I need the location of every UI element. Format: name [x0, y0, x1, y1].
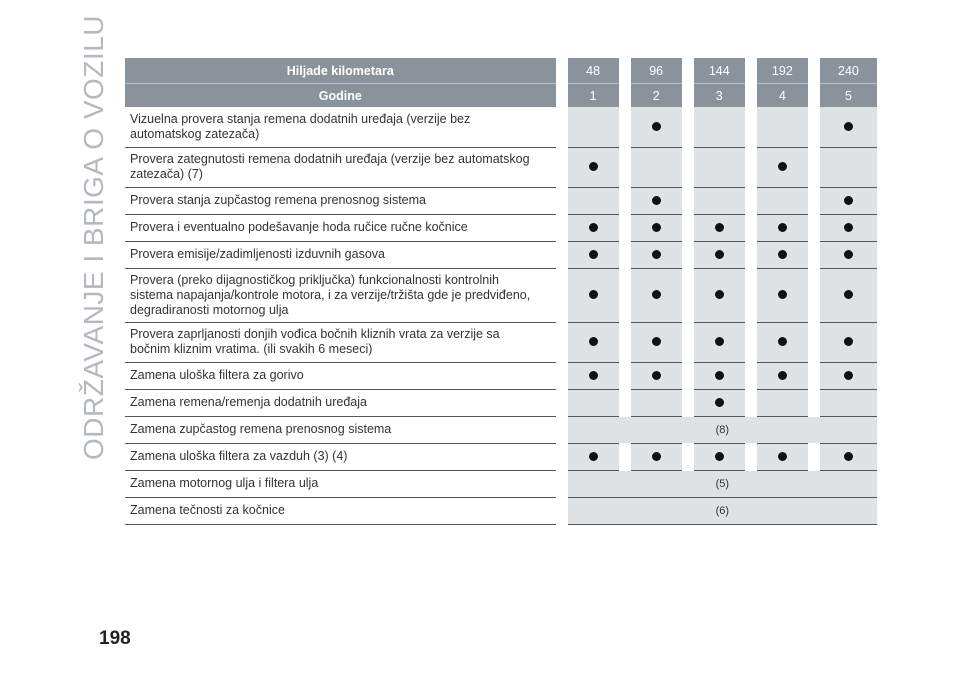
bullet-icon: [589, 452, 598, 461]
interval-cell: [562, 268, 625, 322]
schedule-row: [125, 107, 877, 147]
bullet-icon: [778, 452, 787, 461]
interval-cell: [751, 147, 814, 187]
operation-description: Provera zategnutosti remena dodatnih uređaja (verzije bez automatskog zatezača) (7): [125, 147, 562, 187]
page-number: 198: [99, 628, 131, 649]
schedule-row: [125, 497, 877, 524]
bullet-icon: [778, 223, 787, 232]
interval-cell: [562, 443, 625, 470]
year-value: 4: [751, 84, 814, 108]
bullet-icon: [589, 371, 598, 380]
bullet-icon: [589, 290, 598, 299]
bullet-icon: [778, 371, 787, 380]
schedule-row: [125, 389, 877, 416]
interval-cell: [751, 362, 814, 389]
bullet-icon: [778, 162, 787, 171]
header-row-km: [125, 58, 877, 84]
schedule-row: [125, 268, 877, 322]
operation-description: Provera stanja zupčastog remena prenosnog sistema: [125, 187, 562, 214]
interval-cell: [625, 322, 688, 362]
bullet-icon: [844, 122, 853, 131]
operation-description: Zamena tečnosti za kočnice: [125, 497, 562, 524]
interval-cell: [751, 443, 814, 470]
interval-cell: [625, 107, 688, 147]
operation-description: Zamena zupčastog remena prenosnog sistema: [125, 416, 562, 443]
bullet-icon: [715, 290, 724, 299]
bullet-icon: [778, 250, 787, 259]
interval-cell: [688, 322, 751, 362]
bullet-icon: [652, 196, 661, 205]
interval-cell: [814, 147, 877, 187]
operation-description: Zamena remena/remenja dodatnih uređaja: [125, 389, 562, 416]
operation-description: Zamena motornog ulja i filtera ulja: [125, 470, 562, 497]
bullet-icon: [778, 337, 787, 346]
operation-description: Provera zaprljanosti donjih vođica bočnih kliznih vrata za verzije sa bočnim kliznim vratima. (ili svakih 6 meseci): [125, 322, 562, 362]
operation-description: Provera emisije/zadimljenosti izduvnih gasova: [125, 241, 562, 268]
operation-description: Zamena uloška filtera za gorivo: [125, 362, 562, 389]
interval-cell: [625, 362, 688, 389]
bullet-icon: [715, 250, 724, 259]
operation-description: Provera i eventualno podešavanje hoda ručice ručne kočnice: [125, 214, 562, 241]
bullet-icon: [652, 337, 661, 346]
interval-cell: [688, 187, 751, 214]
interval-cell: [688, 107, 751, 147]
bullet-icon: [589, 250, 598, 259]
bullet-icon: [715, 398, 724, 407]
header-row-years: [125, 84, 877, 108]
schedule-row: [125, 322, 877, 362]
schedule-row: [125, 470, 877, 497]
bullet-icon: [652, 452, 661, 461]
interval-note: (5): [562, 470, 877, 497]
interval-cell: [814, 214, 877, 241]
interval-cell: [814, 443, 877, 470]
schedule-row: [125, 443, 877, 470]
schedule-row: [125, 241, 877, 268]
interval-cell: [562, 214, 625, 241]
bullet-icon: [652, 290, 661, 299]
interval-cell: [814, 322, 877, 362]
interval-cell: [562, 241, 625, 268]
interval-cell: [625, 443, 688, 470]
operation-description: Vizuelna provera stanja remena dodatnih uređaja (verzije bez automatskog zatezača): [125, 107, 562, 147]
interval-cell: [688, 443, 751, 470]
years-label: Godine: [125, 84, 562, 108]
bullet-icon: [844, 290, 853, 299]
interval-note: (6): [562, 497, 877, 524]
year-value: 2: [625, 84, 688, 108]
interval-cell: [751, 107, 814, 147]
interval-cell: [751, 389, 814, 416]
bullet-icon: [844, 452, 853, 461]
interval-cell: [751, 322, 814, 362]
interval-cell: [562, 362, 625, 389]
interval-cell: [625, 241, 688, 268]
interval-cell: [751, 214, 814, 241]
schedule-row: [125, 416, 877, 443]
operation-description: Provera (preko dijagnostičkog priključka) funkcionalnosti kontrolnih sistema napajanja/kontrole motora, i za verzije/tržišta gde je predviđeno, degradiranosti motornog ulja: [125, 268, 562, 322]
bullet-icon: [844, 250, 853, 259]
interval-cell: [814, 268, 877, 322]
interval-cell: [814, 187, 877, 214]
bullet-icon: [844, 223, 853, 232]
bullet-icon: [715, 223, 724, 232]
schedule-row: [125, 187, 877, 214]
interval-cell: [688, 362, 751, 389]
bullet-icon: [652, 250, 661, 259]
interval-cell: [751, 241, 814, 268]
bullet-icon: [715, 337, 724, 346]
km-value: 144: [688, 58, 751, 84]
bullet-icon: [652, 371, 661, 380]
bullet-icon: [844, 196, 853, 205]
interval-cell: [688, 389, 751, 416]
operation-description: Zamena uloška filtera za vazduh (3) (4): [125, 443, 562, 470]
interval-cell: [562, 187, 625, 214]
interval-cell: [688, 241, 751, 268]
interval-cell: [814, 241, 877, 268]
interval-cell: [625, 214, 688, 241]
km-value: 96: [625, 58, 688, 84]
interval-cell: [688, 147, 751, 187]
bullet-icon: [778, 290, 787, 299]
interval-cell: [751, 187, 814, 214]
bullet-icon: [589, 162, 598, 171]
interval-cell: [562, 389, 625, 416]
bullet-icon: [715, 371, 724, 380]
bullet-icon: [844, 337, 853, 346]
bullet-icon: [844, 371, 853, 380]
interval-cell: [625, 268, 688, 322]
interval-cell: [688, 268, 751, 322]
interval-cell: [814, 362, 877, 389]
bullet-icon: [715, 452, 724, 461]
bullet-icon: [652, 223, 661, 232]
schedule-row: [125, 362, 877, 389]
bullet-icon: [652, 122, 661, 131]
km-value: 240: [814, 58, 877, 84]
year-value: 3: [688, 84, 751, 108]
year-value: 5: [814, 84, 877, 108]
interval-cell: [688, 214, 751, 241]
interval-cell: [562, 107, 625, 147]
bullet-icon: [589, 337, 598, 346]
interval-note: (8): [562, 416, 877, 443]
side-chapter-title-text: ODRŽAVANJE I BRIGA O VOZILU: [78, 15, 109, 460]
interval-cell: [562, 147, 625, 187]
schedule-body: [125, 107, 877, 524]
schedule-row: [125, 214, 877, 241]
bullet-icon: [589, 223, 598, 232]
interval-cell: [625, 389, 688, 416]
maintenance-schedule-table: [125, 58, 877, 525]
interval-cell: [814, 389, 877, 416]
schedule-row: [125, 147, 877, 187]
year-value: 1: [562, 84, 625, 108]
km-value: 192: [751, 58, 814, 84]
interval-cell: [814, 107, 877, 147]
interval-cell: [625, 187, 688, 214]
km-value: 48: [562, 58, 625, 84]
km-label: Hiljade kilometara: [125, 58, 562, 84]
interval-cell: [562, 322, 625, 362]
interval-cell: [751, 268, 814, 322]
interval-cell: [625, 147, 688, 187]
